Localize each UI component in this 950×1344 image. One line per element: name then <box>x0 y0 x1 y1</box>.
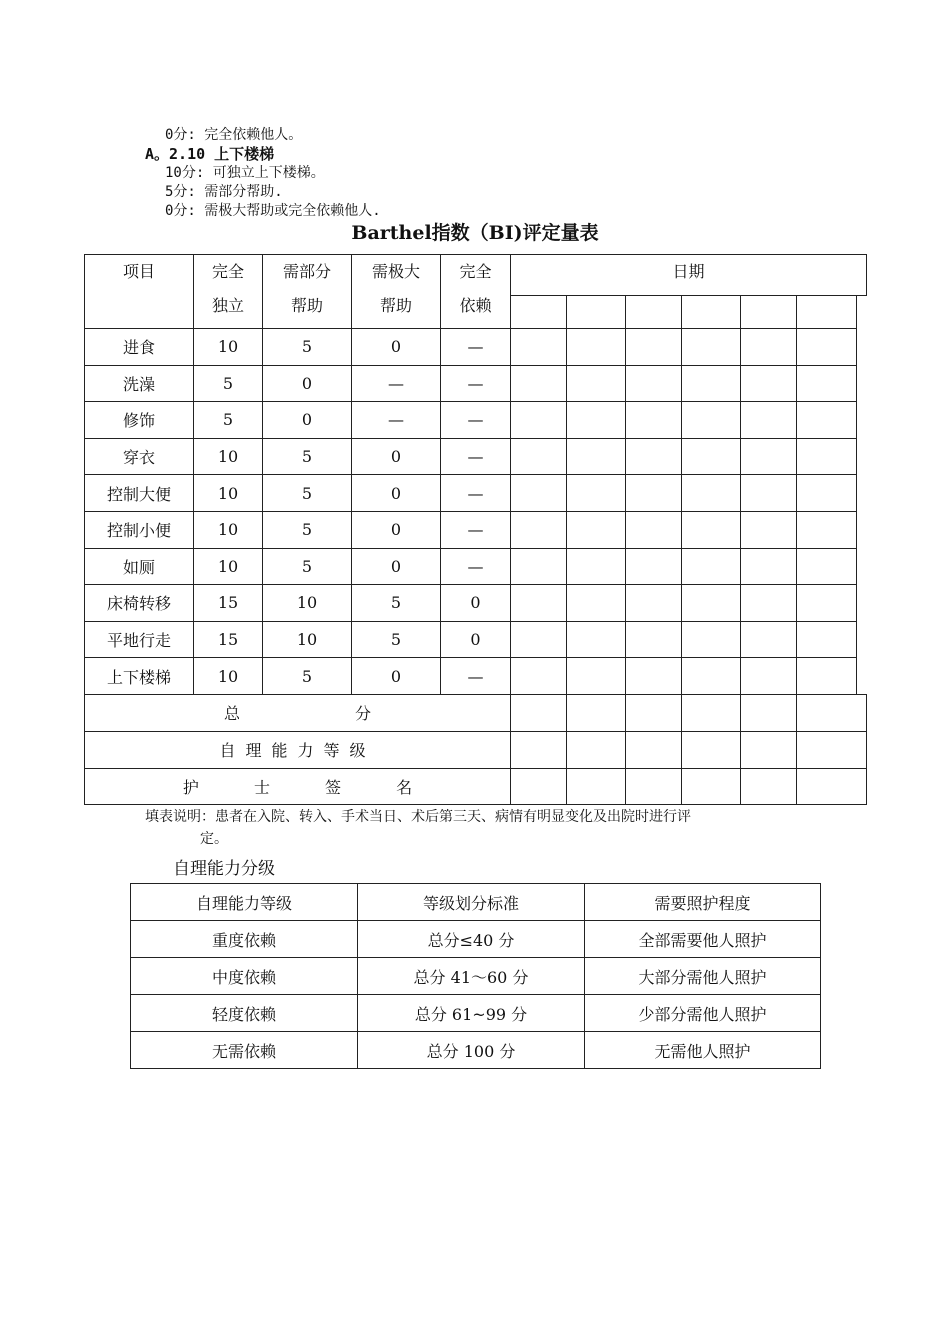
date-cell[interactable] <box>626 296 682 329</box>
table-cell: 大部分需他人照护 <box>585 958 821 995</box>
table-cell: 总分 41～60 分 <box>358 958 585 995</box>
table-cell: 全部需要他人照护 <box>585 921 821 958</box>
score-cell[interactable] <box>797 694 867 731</box>
score-value: 10 <box>194 475 263 512</box>
score-value: — <box>441 329 511 366</box>
date-score-cell[interactable] <box>741 365 797 402</box>
date-score-cell[interactable] <box>682 511 741 548</box>
date-score-cell[interactable] <box>797 438 857 475</box>
barthel-table <box>84 254 867 805</box>
date-score-cell[interactable] <box>797 365 857 402</box>
table-cell: 中度依赖 <box>131 958 358 995</box>
score-value: — <box>441 365 511 402</box>
item-label: 平地行走 <box>85 621 194 658</box>
level-cell[interactable] <box>511 731 567 768</box>
date-score-cell[interactable] <box>626 548 682 585</box>
score-value: — <box>441 548 511 585</box>
item-label: 如厕 <box>85 548 194 585</box>
level-section-title: 自理能力分级 <box>173 859 275 879</box>
column-header: 等级划分标准 <box>358 884 585 921</box>
score-value: 5 <box>263 475 352 512</box>
date-score-cell[interactable] <box>682 365 741 402</box>
table-row <box>131 1032 821 1069</box>
score-cell[interactable] <box>567 694 626 731</box>
score-value: — <box>352 402 441 439</box>
intro-line-2: 10分: 可独立上下楼梯。 <box>165 165 325 181</box>
table-cell: 少部分需他人照护 <box>585 995 821 1032</box>
spacer <box>857 585 867 622</box>
date-score-cell[interactable] <box>626 365 682 402</box>
table-row <box>85 621 867 658</box>
date-score-cell[interactable] <box>567 402 626 439</box>
date-score-cell[interactable] <box>511 511 567 548</box>
score-value: 10 <box>194 658 263 695</box>
date-score-cell[interactable] <box>682 621 741 658</box>
spacer <box>857 365 867 402</box>
score-value: 5 <box>194 402 263 439</box>
score-value: — <box>441 658 511 695</box>
level-label: 自理能力等级 <box>85 731 511 768</box>
date-score-cell[interactable] <box>741 585 797 622</box>
date-score-cell[interactable] <box>626 402 682 439</box>
date-score-cell[interactable] <box>511 438 567 475</box>
date-score-cell[interactable] <box>682 402 741 439</box>
level-cell[interactable] <box>797 731 867 768</box>
intro-line-1: 0分: 完全依赖他人。 <box>165 127 303 143</box>
score-value: 10 <box>194 511 263 548</box>
item-label: 修饰 <box>85 402 194 439</box>
score-value: — <box>441 511 511 548</box>
score-value: 5 <box>352 621 441 658</box>
nurse-label: 护 士 签 名 <box>85 768 511 804</box>
date-cell[interactable] <box>741 296 797 329</box>
spacer <box>857 438 867 475</box>
date-score-cell[interactable] <box>626 621 682 658</box>
score-value: 10 <box>194 329 263 366</box>
score-value: 0 <box>352 548 441 585</box>
date-score-cell[interactable] <box>797 585 857 622</box>
table-cell: 无需依赖 <box>131 1032 358 1069</box>
bi-table-title: Barthel指数（BI)评定量表 <box>351 222 599 244</box>
fill-instructions: 填表说明：患者在入院、转入、手术当日、术后第三天、病情有明显变化及出院时进行评 <box>145 809 691 825</box>
score-value: — <box>441 402 511 439</box>
spacer <box>857 511 867 548</box>
date-cell[interactable] <box>567 296 626 329</box>
date-score-cell[interactable] <box>511 621 567 658</box>
date-score-cell[interactable] <box>511 548 567 585</box>
date-score-cell[interactable] <box>682 329 741 366</box>
date-score-cell[interactable] <box>511 475 567 512</box>
table-row <box>85 402 867 439</box>
date-score-cell[interactable] <box>682 438 741 475</box>
score-value: 10 <box>194 548 263 585</box>
table-row <box>85 511 867 548</box>
spacer <box>857 621 867 658</box>
table-row <box>131 921 821 958</box>
level-cell[interactable] <box>567 731 626 768</box>
nurse-cell[interactable] <box>626 768 682 804</box>
date-score-cell[interactable] <box>797 621 857 658</box>
date-score-cell[interactable] <box>741 475 797 512</box>
date-score-cell[interactable] <box>797 548 857 585</box>
spacer <box>857 548 867 585</box>
self-care-level-table <box>130 883 821 1069</box>
date-score-cell[interactable] <box>797 475 857 512</box>
score-value: 5 <box>263 329 352 366</box>
date-score-cell[interactable] <box>626 585 682 622</box>
nurse-cell[interactable] <box>741 768 797 804</box>
score-value: 0 <box>352 329 441 366</box>
date-score-cell[interactable] <box>626 658 682 695</box>
intro-line-4: 0分: 需极大帮助或完全依赖他人. <box>165 203 381 219</box>
table-cell: 总分≤40 分 <box>358 921 585 958</box>
score-cell[interactable] <box>741 694 797 731</box>
table-row <box>85 585 867 622</box>
date-score-cell[interactable] <box>682 585 741 622</box>
score-value: 5 <box>263 658 352 695</box>
table-row <box>131 995 821 1032</box>
item-label: 控制大便 <box>85 475 194 512</box>
date-score-cell[interactable] <box>511 365 567 402</box>
spacer <box>857 402 867 439</box>
nurse-cell[interactable] <box>511 768 567 804</box>
score-value: 0 <box>441 621 511 658</box>
date-score-cell[interactable] <box>567 658 626 695</box>
score-value: 0 <box>352 658 441 695</box>
item-label: 床椅转移 <box>85 585 194 622</box>
date-score-cell[interactable] <box>626 511 682 548</box>
header-item: 项目 <box>85 255 194 329</box>
spacer <box>857 475 867 512</box>
item-label: 进食 <box>85 329 194 366</box>
score-value: 0 <box>352 438 441 475</box>
column-header: 自理能力等级 <box>131 884 358 921</box>
table-row <box>85 548 867 585</box>
date-score-cell[interactable] <box>682 548 741 585</box>
table-cell: 重度依赖 <box>131 921 358 958</box>
date-score-cell[interactable] <box>741 658 797 695</box>
score-value: 10 <box>263 621 352 658</box>
level-cell[interactable] <box>626 731 682 768</box>
date-score-cell[interactable] <box>567 548 626 585</box>
score-value: 0 <box>352 475 441 512</box>
table-cell: 总分 100 分 <box>358 1032 585 1069</box>
score-value: 15 <box>194 621 263 658</box>
table-row <box>85 365 867 402</box>
total-label: 总 分 <box>85 694 511 731</box>
table-cell: 轻度依赖 <box>131 995 358 1032</box>
date-score-cell[interactable] <box>567 329 626 366</box>
nurse-cell[interactable] <box>682 768 741 804</box>
column-header: 需要照护程度 <box>585 884 821 921</box>
date-score-cell[interactable] <box>567 365 626 402</box>
header-row <box>131 884 821 921</box>
score-value: 0 <box>441 585 511 622</box>
date-score-cell[interactable] <box>797 658 857 695</box>
date-score-cell[interactable] <box>741 511 797 548</box>
score-cell[interactable] <box>682 694 741 731</box>
date-score-cell[interactable] <box>741 548 797 585</box>
score-value: 0 <box>352 511 441 548</box>
date-cell[interactable] <box>682 296 741 329</box>
table-row <box>85 475 867 512</box>
date-score-cell[interactable] <box>626 475 682 512</box>
date-score-cell[interactable] <box>511 658 567 695</box>
date-score-cell[interactable] <box>741 621 797 658</box>
date-score-cell[interactable] <box>741 329 797 366</box>
date-score-cell[interactable] <box>567 438 626 475</box>
header-dependent: 完全 依赖 <box>441 255 511 329</box>
table-row <box>131 958 821 995</box>
date-score-cell[interactable] <box>741 402 797 439</box>
score-value: 10 <box>194 438 263 475</box>
score-value: 5 <box>194 365 263 402</box>
section-heading: A。2.10 上下楼梯 <box>145 145 275 163</box>
table-cell: 无需他人照护 <box>585 1032 821 1069</box>
date-score-cell[interactable] <box>797 511 857 548</box>
date-score-cell[interactable] <box>797 402 857 439</box>
date-cell[interactable] <box>797 296 857 329</box>
score-value: 5 <box>263 438 352 475</box>
score-value: 5 <box>263 548 352 585</box>
item-label: 上下楼梯 <box>85 658 194 695</box>
fill-instructions-cont: 定。 <box>200 831 228 847</box>
item-label: 穿衣 <box>85 438 194 475</box>
nurse-cell[interactable] <box>567 768 626 804</box>
level-cell[interactable] <box>741 731 797 768</box>
date-cell[interactable] <box>511 296 567 329</box>
date-score-cell[interactable] <box>682 475 741 512</box>
spacer <box>857 658 867 695</box>
score-value: 0 <box>263 402 352 439</box>
date-score-cell[interactable] <box>567 621 626 658</box>
score-value: — <box>441 475 511 512</box>
date-score-cell[interactable] <box>797 329 857 366</box>
table-cell: 总分 61~99 分 <box>358 995 585 1032</box>
date-score-cell[interactable] <box>626 438 682 475</box>
date-score-cell[interactable] <box>511 402 567 439</box>
score-value: 5 <box>352 585 441 622</box>
header-great-help: 需极大 帮助 <box>352 255 441 329</box>
score-value: 0 <box>263 365 352 402</box>
score-cell[interactable] <box>626 694 682 731</box>
score-value: 5 <box>263 511 352 548</box>
date-score-cell[interactable] <box>567 511 626 548</box>
header-date: 日期 <box>511 255 867 296</box>
date-score-cell[interactable] <box>511 585 567 622</box>
spacer <box>857 329 867 366</box>
nurse-cell[interactable] <box>797 768 867 804</box>
item-label: 洗澡 <box>85 365 194 402</box>
header-partial-help: 需部分 帮助 <box>263 255 352 329</box>
date-score-cell[interactable] <box>626 329 682 366</box>
spacer <box>857 296 867 329</box>
date-score-cell[interactable] <box>567 475 626 512</box>
score-value: 15 <box>194 585 263 622</box>
level-cell[interactable] <box>682 731 741 768</box>
score-value: — <box>352 365 441 402</box>
score-cell[interactable] <box>511 694 567 731</box>
table-row <box>85 658 867 695</box>
date-score-cell[interactable] <box>511 329 567 366</box>
item-label: 控制小便 <box>85 511 194 548</box>
score-value: 10 <box>263 585 352 622</box>
header-independent: 完全 独立 <box>194 255 263 329</box>
date-score-cell[interactable] <box>741 438 797 475</box>
date-score-cell[interactable] <box>682 658 741 695</box>
date-score-cell[interactable] <box>567 585 626 622</box>
score-value: — <box>441 438 511 475</box>
table-row <box>85 329 867 366</box>
table-row <box>85 438 867 475</box>
intro-line-3: 5分: 需部分帮助. <box>165 184 283 200</box>
